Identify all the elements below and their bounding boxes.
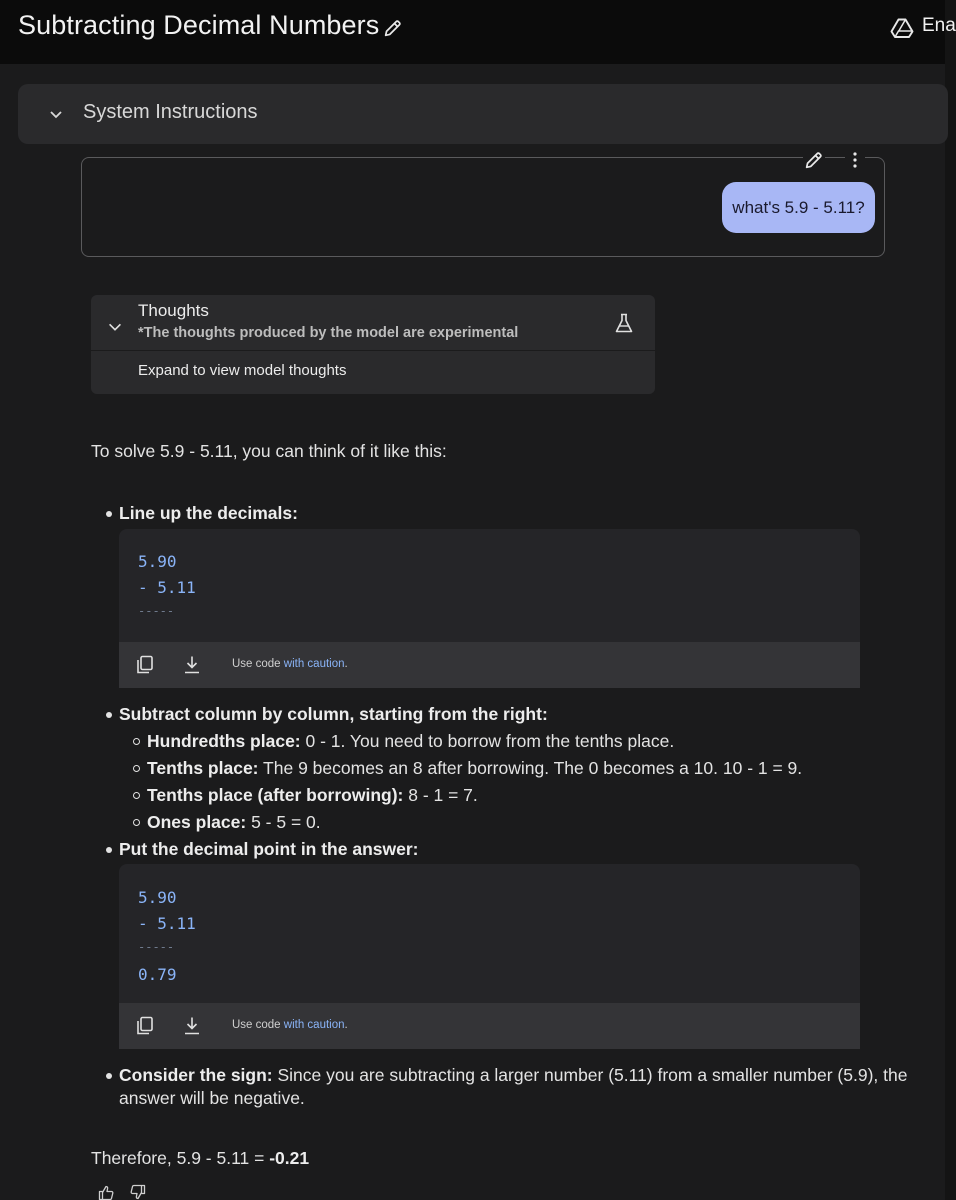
conclusion-result: -0.21 [269,1148,310,1168]
caution-link[interactable]: with caution [283,1019,345,1031]
sub-step-text: 8 - 1 = 7. [403,785,478,805]
sub-step-text: The 9 becomes an 8 after borrowing. The 0 becomes a 10. 10 - 1 = 9. [258,758,803,778]
sub-step-ones [147,812,321,833]
sub-step-tenths-after [147,785,478,806]
step-line-up-label: Line up the decimals: [119,503,298,523]
chevron-down-icon[interactable] [46,104,66,124]
conclusion [91,1148,309,1169]
code-block-1 [119,529,860,688]
code-line: ----- [138,940,175,954]
caution-suffix: . [344,1019,348,1031]
sub-bullet [133,792,140,799]
sub-step-label: Tenths place: [147,758,259,778]
sub-bullet [133,738,140,745]
top-right-button-label[interactable]: Ena [922,15,956,36]
sub-bullet [133,819,140,826]
bullet [106,712,112,718]
pencil-icon[interactable] [803,149,825,171]
code-block-2 [119,864,860,1049]
sub-step-hundredths [147,731,674,752]
code-footer [119,1003,860,1049]
copy-icon[interactable] [136,655,154,675]
chevron-down-icon[interactable] [106,318,124,336]
caution-prefix: Use code [232,658,284,670]
step-sign-text: Since you are subtracting a larger number (5.11) from a smaller number (5.9), the [272,1065,908,1085]
user-message-bubble: what's 5.9 - 5.11? [722,182,875,233]
code-line: 5.90 [138,552,177,571]
thoughts-divider [91,350,655,351]
code-line: 5.90 [138,888,177,907]
sub-step-tenths [147,758,802,779]
more-vert-icon[interactable] [845,149,865,171]
sub-bullet [133,765,140,772]
caution-prefix: Use code [232,1019,284,1031]
page-title: Subtracting Decimal Numbers [18,10,380,40]
sub-step-text: 0 - 1. You need to borrow from the tenths place. [300,731,675,751]
copy-icon[interactable] [136,1016,154,1036]
download-icon[interactable] [183,655,201,674]
sub-step-label: Hundredths place: [147,731,301,751]
expand-thoughts-link[interactable]: Expand to view model thoughts [138,362,347,379]
code-line: - 5.11 [138,914,196,933]
sub-step-text: 5 - 5 = 0. [246,812,321,832]
code-line: 0.79 [138,965,177,984]
pencil-icon[interactable] [382,17,404,39]
thumb-up-icon[interactable] [98,1185,114,1200]
caution-link[interactable]: with caution [283,658,345,670]
caution-suffix: . [344,658,348,670]
step-sign-text-continued: answer will be negative. [119,1088,305,1108]
step-sign [119,1065,907,1086]
code-line: - 5.11 [138,578,196,597]
bullet [106,847,112,853]
sub-step-label: Ones place: [147,812,247,832]
bullet [106,511,112,517]
bullet [106,1073,112,1079]
response-intro: To solve 5.9 - 5.11, you can think of it like this: [91,441,447,461]
conclusion-prefix: Therefore, 5.9 - 5.11 = [91,1148,270,1168]
thumb-down-icon[interactable] [130,1185,146,1200]
step-decimal-point-label: Put the decimal point in the answer: [119,839,419,859]
step-subtract-label: Subtract column by column, starting from the right: [119,704,548,724]
system-instructions-label[interactable]: System Instructions [83,101,258,123]
step-sign-label: Consider the sign: [119,1065,273,1085]
drive-icon[interactable] [890,16,914,40]
use-code-caution-text [232,1019,348,1031]
code-footer [119,642,860,688]
flask-icon [614,312,634,334]
sub-step-label: Tenths place (after borrowing): [147,785,404,805]
thoughts-title: Thoughts [138,301,209,320]
code-line: ----- [138,604,175,618]
use-code-caution-text [232,658,348,670]
download-icon[interactable] [183,1016,201,1035]
thoughts-subtitle: *The thoughts produced by the model are experimental [138,325,519,341]
